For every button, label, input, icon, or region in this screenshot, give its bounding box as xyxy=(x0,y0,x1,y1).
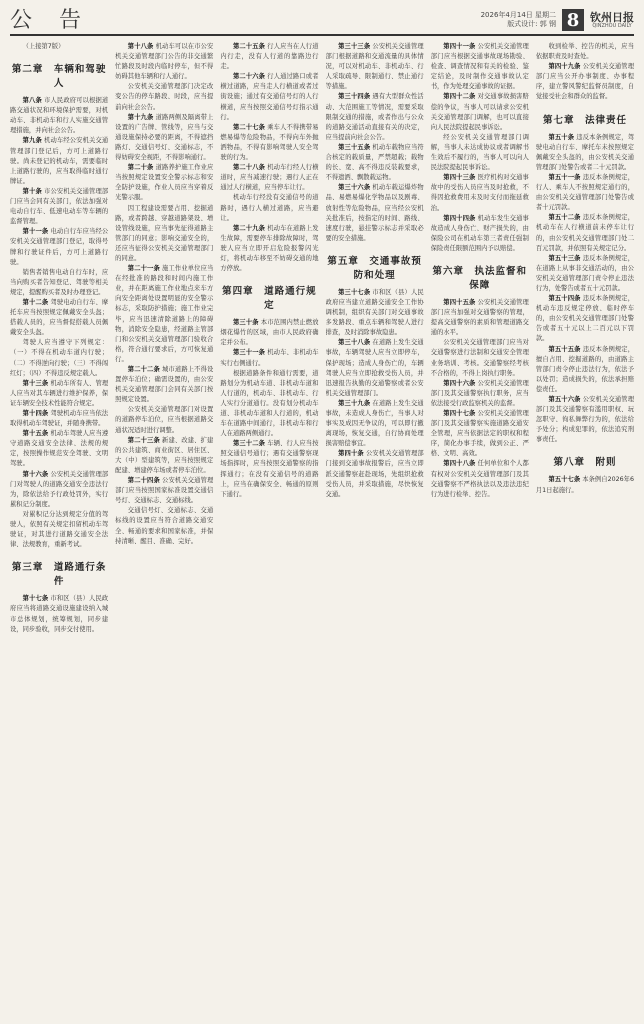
issue-meta xyxy=(481,11,556,29)
article-text: 机动车所有人、管理人应当对其车辆进行维护保养，保证车辆安全技术性能符合规定。 xyxy=(10,379,109,407)
article-number: 第三十二条 xyxy=(232,440,266,448)
article-number: 第八条 xyxy=(22,97,42,105)
article-paragraph xyxy=(115,113,213,163)
article-number: 第五十二条 xyxy=(548,214,581,222)
article-paragraph xyxy=(326,183,424,244)
article-number: 第五十五条 xyxy=(548,345,581,353)
date-line: 2026年4月14日 星期二 xyxy=(480,11,556,19)
article-number: 第五十条 xyxy=(548,133,575,141)
article-text: 公安机关交通管理部门应当公开办事制度、办事程序，建立警风警纪监督员制度，自觉接受社会和群众的监督。 xyxy=(535,63,635,101)
article-paragraph xyxy=(326,399,424,449)
article-paragraph xyxy=(431,214,529,254)
article-number: 第四十六条 xyxy=(443,379,476,387)
article-text: 违反本条例规定，擅自占用、挖掘道路的，由道路主管部门责令停止违法行为，依法予以处罚；造成损失的，依法承担赔偿责任。 xyxy=(535,345,635,393)
article-number: 第三十六条 xyxy=(338,184,371,192)
article-number: 第十五条 xyxy=(22,430,49,438)
article-number: 第四十七条 xyxy=(443,410,476,417)
article-text: 违反本条例规定，在道路上从事非交通活动的，由公安机关交通管理部门责令停止违法行为，处警告或者五十元罚款。 xyxy=(535,254,635,292)
article-text: 驾驶机动车应当依法取得机动车驾驶证，并随身携带。 xyxy=(10,410,109,428)
article-text: 机动车可以在市公安机关交通管理部门公告的非交通繁忙路段及时段内临时停车，但不得妨碍其他车辆和行人通行。 xyxy=(115,43,214,81)
article-text: 违反本条例规定，驾驶电动自行车、摩托车未按照规定佩戴安全头盔的，由公安机关交通管理部门处警告或者二十元罚款。 xyxy=(535,133,635,171)
article-paragraph: 经公安机关交通管理部门调解，当事人未达成协议或者调解书生效后不履行的，当事人可以向人民法院提起民事诉讼。 xyxy=(430,133,529,172)
article-number: 第三十九条 xyxy=(338,399,371,407)
article-paragraph xyxy=(536,133,634,173)
article-paragraph xyxy=(10,96,108,136)
article-number: 第三十三条 xyxy=(338,43,371,50)
article-number: 第四十八条 xyxy=(443,460,476,468)
article-number: 第二十二条 xyxy=(127,366,160,373)
paper-logo xyxy=(590,12,634,29)
chapter-heading: 第二章 车辆和驾驶人 xyxy=(11,64,107,90)
article-paragraph xyxy=(115,264,213,365)
article-text: 乘车人不得携带易燃易爆等危险物品，不得向车外抛洒物品，不得有影响驾驶人安全驾驶的行为。 xyxy=(220,123,319,162)
article-text: 车辆、行人应当按照交通信号通行；遇有交通警察现场指挥时，应当按照交通警察的指挥通行；在没有交通信号的道路上，应当在确保安全、畅通的原则下通行。 xyxy=(220,440,319,498)
article-number: 第二十八条 xyxy=(232,164,266,172)
article-number: 第二十九条 xyxy=(232,224,266,232)
masthead xyxy=(10,6,634,36)
article-text: 城市道路上不得设置停车泊位；确需设置的，由公安机关交通管理部门会同有关部门按照规定设置。 xyxy=(115,366,214,404)
article-paragraph xyxy=(115,476,213,506)
chapter-heading: 第三章 道路通行条件 xyxy=(11,562,107,588)
article-text: 公安机关交通管理部门及其交通警察实施道路交通安全管理，应当依据法定的职权和程序，简化办事手续，做到公正、严格、文明、高效。 xyxy=(430,410,529,458)
article-text: 违反本条例规定，机动车违反规定停放、临时停车的，由公安机关交通管理部门处警告或者五十元以上二百元以下罚款。 xyxy=(535,295,635,343)
article-paragraph xyxy=(10,470,108,510)
article-paragraph xyxy=(326,338,424,399)
article-number: 第四十九条 xyxy=(548,63,581,71)
column-3 xyxy=(220,42,318,1018)
chapter-heading: 第八章 附则 xyxy=(553,457,617,469)
article-number: 第九条 xyxy=(22,137,42,145)
article-paragraph: 对累积记分达到规定分值的驾驶人，依照有关规定扣留机动车驾驶证，对其进行道路交通安全法律、法规教育，重新考试。 xyxy=(10,510,109,549)
article-text: 违反本条例规定，机动车在人行横道前未停车让行的，由公安机关交通管理部门处二百元罚款，并依照有关规定记分。 xyxy=(535,214,635,252)
column-6 xyxy=(536,42,634,1018)
article-paragraph xyxy=(326,143,424,183)
article-paragraph xyxy=(326,42,424,92)
article-paragraph xyxy=(10,379,108,409)
article-number: 第五十三条 xyxy=(548,254,581,262)
column-5 xyxy=(431,42,529,1018)
article-text: 本市范围内禁止燃放烟花爆竹的区域，由市人民政府确定并公布。 xyxy=(220,319,319,347)
article-number: 第十四条 xyxy=(22,410,49,417)
article-paragraph: 公安机关交通管理部门对设置的道路停车泊位，应当根据道路交通状况适时进行调整。 xyxy=(115,406,214,434)
article-text: 施工作业单位应当在经批准的路段和时间内施工作业，并在距离施工作业地点来车方向安全距离处设置明显的安全警示标志，采取防护措施；施工作业完毕，应当迅速清除道路上的障碍物，消除安全隐患，经道路主管部门和公安机关交通管理部门验收合格，符合通行要求后，方可恢复通行。 xyxy=(115,265,214,363)
article-text: 市人民政府可以根据道路交通状况和环境保护需要，对机动车、非机动车和行人实施交通管理措施，并向社会公告。 xyxy=(10,97,109,135)
article-paragraph: 交通信号灯、交通标志、交通标线的设置应当符合道路交通安全、畅通的要求和国家标准，并保持清晰、醒目、准确、完好。 xyxy=(115,507,214,545)
article-number: 第四十一条 xyxy=(443,43,476,50)
editor-line: 版式设计: 郭 钢 xyxy=(507,20,556,28)
article-number: 第五十六条 xyxy=(548,396,581,403)
article-number: 第四十四条 xyxy=(443,214,476,222)
article-text: 电动自行车应当经公安机关交通管理部门登记，取得号牌和行驶证件后，方可上道路行驶。 xyxy=(10,228,109,266)
article-paragraph xyxy=(326,449,424,499)
article-paragraph xyxy=(536,395,634,445)
article-number: 第三十一条 xyxy=(232,349,266,357)
article-text: 公安机关交通管理部门接到交通事故报警后，应当立即派交通警察赶赴现场，先组织抢救受伤人员，并采取措施，尽快恢复交通。 xyxy=(325,450,424,498)
article-paragraph xyxy=(431,92,529,132)
article-text: 任何单位和个人都有权对公安机关交通管理部门及其交通警察不严格执法以及违法违纪行为进行检举、控告。 xyxy=(430,460,529,498)
article-number: 第三十四条 xyxy=(338,93,371,101)
article-text: 对交通事故损害赔偿的争议，当事人可以请求公安机关交通管理部门调解，也可以直接向人民法院提起民事诉讼。 xyxy=(430,93,529,131)
article-number: 第十一条 xyxy=(22,228,49,236)
article-paragraph: 公安机关交通管理部门决定改变公告的停车路段、时段，应当提前向社会公告。 xyxy=(115,83,214,111)
article-paragraph xyxy=(220,439,318,500)
article-paragraph xyxy=(220,42,318,72)
article-text: 道路养护施工作业应当按照规定设置安全警示标志和安全防护设施，作业人员应当穿着反光警示服。 xyxy=(115,164,214,202)
article-text: 机动车发生交通事故造成人身伤亡、财产损失的，由保险公司在机动车第三者责任强制保险责任限额范围内予以赔偿。 xyxy=(430,214,529,252)
article-paragraph xyxy=(536,173,634,213)
article-text: 违反本条例规定，行人、乘车人不按照规定通行的，由公安机关交通管理部门处警告或者十元罚款。 xyxy=(535,173,635,212)
article-text: 公安机关交通管理部门对驾驶人的道路交通安全违法行为，除依法给予行政处罚外，实行累积记分制度。 xyxy=(10,470,109,508)
article-paragraph xyxy=(431,42,529,92)
article-paragraph xyxy=(115,163,213,203)
paper-name: 钦州日报 xyxy=(590,10,634,24)
article-paragraph xyxy=(10,594,108,634)
article-text: 机动车、非机动车实行右侧通行。 xyxy=(220,349,319,367)
article-number: 第三十七条 xyxy=(338,288,371,296)
article-number: 第二十三条 xyxy=(127,436,160,444)
article-text: 本条例自2026年6月1日起施行。 xyxy=(535,476,635,494)
article-text: 公安机关交通管理部门应当根据交通事故现场勘验、检查、调查情况和有关的检验、鉴定结论，及时制作交通事故认定书，作为处理交通事故的证据。 xyxy=(430,43,529,91)
article-number: 第三十五条 xyxy=(338,143,371,151)
article-paragraph xyxy=(10,227,108,267)
article-paragraph xyxy=(220,163,318,193)
article-number: 第五十七条 xyxy=(548,476,581,484)
article-text: 新建、改建、扩建的公共建筑、商业街区、居住区、大（中）型建筑等，应当按照规定配建、增建停车场或者停车泊位。 xyxy=(115,436,214,474)
article-number: 第十三条 xyxy=(22,379,49,387)
article-text: 公安机关交通管理部门应当按照国家标准设置交通信号灯、交通标志、交通标线。 xyxy=(115,477,214,505)
article-number: 第五十一条 xyxy=(548,173,581,181)
article-number: 第十九条 xyxy=(127,113,154,121)
article-paragraph xyxy=(536,345,634,395)
article-number: 第二十一条 xyxy=(127,265,160,273)
article-number: 第二十四条 xyxy=(127,477,160,485)
article-paragraph: 销售者销售电动自行车时，应当向购买者告知登记、驾驶等相关规定，提醒购买者及时办理登记。 xyxy=(10,268,109,296)
article-number: 第四十三条 xyxy=(443,174,476,182)
article-columns xyxy=(10,42,634,1018)
article-number: 第四十二条 xyxy=(443,93,476,101)
article-paragraph xyxy=(431,173,529,213)
page-number: 8 xyxy=(562,9,584,31)
article-paragraph xyxy=(536,294,634,344)
article-paragraph xyxy=(10,298,108,338)
article-text: 行人通过路口或者横过道路，应当走人行横道或者过街设施；通过有交通信号灯的人行横道，应当按照交通信号灯指示通行。 xyxy=(220,73,319,121)
article-paragraph: 收到检举、控告的机关，应当依据职责及时查处。 xyxy=(535,43,635,61)
article-text: 市和区（县）人民政府应当建立道路交通安全工作协调机制，组织有关部门对交通事故多发路段、重点车辆和驾驶人进行排查，及时消除事故隐患。 xyxy=(325,288,424,337)
article-number: 第三十八条 xyxy=(338,339,371,347)
column-1 xyxy=(10,42,108,1018)
column-2 xyxy=(115,42,213,1018)
article-number: 第十七条 xyxy=(22,595,49,603)
article-paragraph xyxy=(326,288,424,338)
article-text: 医疗机构对交通事故中的受伤人员应当及时抢救，不得因抢救费用未及时支付而拖延救治。 xyxy=(430,174,529,212)
section-title: 公 告 xyxy=(10,8,91,33)
article-paragraph: 驾驶人应当遵守下列规定：（一）不得在机动车道内行驶；（二）不得逆向行驶；（三）不得闯红灯；（四）不得违反规定载人。 xyxy=(10,339,109,377)
chapter-heading: 第六章 执法监督和保障 xyxy=(432,265,528,291)
article-paragraph: 因工程建设需要占用、挖掘道路，或者跨越、穿越道路架设、增设管线设施，应当事先征得道路主管部门的同意；影响交通安全的，还应当征得公安机关交通管理部门的同意。 xyxy=(115,204,214,262)
article-text: 遇有大型群众性活动、大范围施工等情况，需要采取限制交通的措施，或者作出与公众的道路交通活动直接有关的决定，应当提前向社会公告。 xyxy=(325,93,424,141)
article-text: 机动车载物应当符合核定的载质量，严禁超载；载物的长、宽、高不得违反装载要求，不得遗洒、飘散载运物。 xyxy=(325,143,424,182)
article-paragraph xyxy=(431,379,529,409)
chapter-heading: 第四章 道路通行规定 xyxy=(222,286,317,312)
article-paragraph xyxy=(115,436,213,476)
article-text: 机动车行经人行横道时，应当减速行驶；遇行人正在通过人行横道，应当停车让行。 xyxy=(220,164,319,192)
article-paragraph xyxy=(115,365,213,405)
article-paragraph xyxy=(431,459,529,499)
article-paragraph: 公安机关交通管理部门应当对交通警察进行法制和交通安全管理业务培训、考核。交通警察经考核不合格的，不得上岗执行职务。 xyxy=(430,339,529,377)
article-number: 第十八条 xyxy=(127,43,154,50)
article-number: 第十二条 xyxy=(22,298,49,306)
article-text: 市和区（县）人民政府应当将道路交通设施建设纳入城市总体规划，统筹规划，同步建设，同步验收，同步交付使用。 xyxy=(10,595,109,633)
article-text: 机动车经公安机关交通管理部门登记后，方可上道路行驶。尚未登记的机动车，需要临时上道路行驶的，应当取得临时通行牌证。 xyxy=(10,137,109,185)
article-paragraph xyxy=(220,318,318,348)
article-number: 第十六条 xyxy=(22,470,49,478)
article-text: 驾驶电动自行车、摩托车应当按照规定佩戴安全头盔；搭载人员的，应当督促搭载人员佩戴安全头盔。 xyxy=(10,298,109,337)
article-number: 第二十六条 xyxy=(232,73,266,81)
article-paragraph xyxy=(431,409,529,459)
article-number: 第五十四条 xyxy=(548,295,581,303)
article-paragraph xyxy=(10,187,108,227)
article-paragraph xyxy=(220,224,318,274)
article-paragraph xyxy=(10,136,108,186)
article-paragraph xyxy=(220,72,318,122)
paper-name-en: QINZHOU DAILY xyxy=(592,22,632,29)
article-text: 机动车载运爆炸物品、易燃易爆化学物品以及剧毒、放射性等危险物品，应当经公安机关批准后，按指定的时间、路线、速度行驶，悬挂警示标志并采取必要的安全措施。 xyxy=(325,184,424,242)
article-paragraph: 根据道路条件和通行需要，道路划分为机动车道、非机动车道和人行道的，机动车、非机动车、行人实行分道通行。没有划分机动车道、非机动车道和人行道的，机动车在道路中间通行，非机动车和行人在道路两侧通行。 xyxy=(220,369,319,438)
article-paragraph xyxy=(536,254,634,294)
article-number: 第二十七条 xyxy=(232,123,266,131)
article-number: 第十条 xyxy=(22,187,42,195)
article-text: 机动车驾驶人应当遵守道路交通安全法律、法规的规定，按照操作规范安全驾驶、文明驾驶。 xyxy=(10,430,109,468)
article-text: 在道路上发生交通事故，车辆驾驶人应当立即停车，保护现场；造成人身伤亡的，车辆驾驶人应当立即抢救受伤人员，并迅速报告执勤的交通警察或者公安机关交通管理部门。 xyxy=(325,339,424,397)
masthead-right xyxy=(481,9,634,31)
article-paragraph xyxy=(220,348,318,368)
article-paragraph xyxy=(326,92,424,142)
article-text: 公安机关交通管理部门及其交通警察执行职务，应当依法接受行政监察机关的监督。 xyxy=(430,379,529,407)
chapter-heading: 第五章 交通事故预防和处理 xyxy=(327,255,422,281)
article-number: 第四十五条 xyxy=(443,298,476,306)
article-text: 公安机关交通管理部门及其交通警察有滥用职权、玩忽职守、徇私舞弊行为的，依法给予处分；构成犯罪的，依法追究刑事责任。 xyxy=(535,396,635,444)
article-paragraph xyxy=(536,475,634,495)
article-text: 公安机关交通管理部门根据道路和交通流量的具体情况，可以对机动车、非机动车、行人采取疏导、限制通行、禁止通行等措施。 xyxy=(325,43,424,91)
article-number: 第三十条 xyxy=(232,319,259,327)
article-paragraph xyxy=(10,409,108,429)
article-number: 第二十条 xyxy=(127,164,154,172)
article-number: 第二十五条 xyxy=(232,43,266,50)
article-paragraph: 机动车行经没有交通信号的道路时，遇行人横过道路，应当避让。 xyxy=(220,194,319,222)
article-text: 行人应当在人行道内行走，没有人行道的靠路边行走。 xyxy=(220,43,319,71)
article-text: 机动车在道路上发生故障，需要停车排除故障时，驾驶人应当立即开启危险报警闪光灯，将机动车移至不妨碍交通的地方停放。 xyxy=(220,224,319,273)
article-number: 第四十条 xyxy=(338,450,364,458)
article-text: 公安机关交通管理部门应当加强对交通警察的管理，提高交通警察的素质和管理道路交通的水平。 xyxy=(430,298,529,337)
chapter-heading: 第七章 法律责任 xyxy=(542,114,627,126)
article-text: 市公安机关交通管理部门应当会同有关部门，依法加强对电动自行车、低速电动车等车辆的监督管理。 xyxy=(10,187,109,226)
article-paragraph xyxy=(431,298,529,338)
article-paragraph xyxy=(115,42,213,82)
article-text: 在道路上发生交通事故，未造成人身伤亡，当事人对事实及成因无争议的，可以即行撤离现场，恢复交通，自行协商处理损害赔偿事宜。 xyxy=(325,399,424,448)
article-text: 道路两侧及隔离带上设置的广告牌、管线等，应当与交通设施保持必要的距离，不得遮挡路灯、交通信号灯、交通标志，不得妨碍安全视距，不得影响通行。 xyxy=(115,113,214,162)
article-paragraph xyxy=(536,62,634,102)
article-paragraph xyxy=(220,123,318,163)
continued-note: （上接第7版） xyxy=(22,43,65,50)
article-paragraph xyxy=(536,213,634,253)
article-paragraph xyxy=(10,429,108,469)
column-4 xyxy=(326,42,424,1018)
